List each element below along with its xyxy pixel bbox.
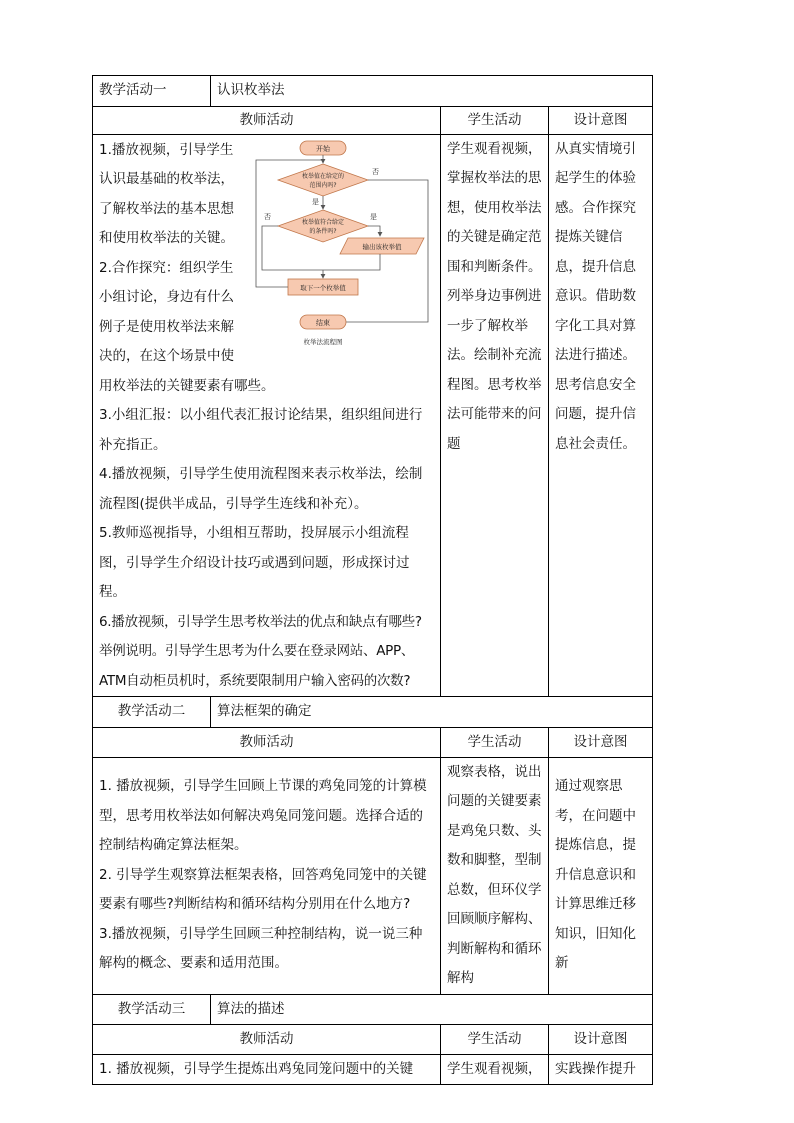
activity1-student-cell: 学生观看视频，掌握枚举法的思想，使用枚举法的关键是确定范围和判断条件。列举身边事例进一步了解枚举法。绘制补充流程图。思考枚举法可能带来的问题 [441, 134, 549, 697]
activity3-student-cell [441, 1055, 549, 1085]
flow-decision-condition-line1: 枚举值符合给定 [301, 218, 345, 226]
activity2-label: 教学活动二 [93, 697, 211, 728]
teacher-activity-header-3: 教师活动 [93, 1025, 441, 1055]
activity1-content-row [93, 134, 653, 697]
activity3-content-row [93, 1055, 653, 1085]
activity2-teacher-cell [93, 757, 441, 994]
flow-no-label-2: 否 [264, 212, 271, 221]
activity1-step-6: 6.播放视频，引导学生思考枚举法的优点和缺点有哪些?举例说明。引导学生思考为什么要在登录网站、APP、ATM自动柜员机时，系统要限制用户输入密码的次数? [99, 613, 422, 689]
flow-decision-range-line1: 枚举值在给定的 [301, 172, 345, 180]
flow-decision-range [278, 164, 368, 196]
activity3-title-row [93, 994, 653, 1025]
activity1-title-row [93, 76, 653, 107]
activity1-step-5: 5.教师巡视指导，小组相互帮助，投屏展示小组流程图，引导学生介绍设计技巧或遇到问题，形成探讨过程。 [99, 525, 410, 600]
activity3-header-row [93, 1025, 653, 1055]
flow-decision-condition-line2: 的条件吗? [309, 227, 337, 235]
activity1-intent-cell: 从真实情境引起学生的体验感。合作探究提炼关键信息，提升信息意识。借助数字化工具对算法进行描述。思考信息安全问题，提升信息社会责任。 [549, 134, 653, 697]
flow-output-text: 输出该枚举值 [362, 242, 402, 251]
activity3-step-1: 1. 播放视频，引导学生提炼出鸡兔同笼问题中的关键 [99, 1061, 414, 1077]
design-intent-header-3: 设计意图 [549, 1025, 653, 1055]
flow-caption: 枚举法流程图 [303, 337, 343, 346]
flow-no-label-1: 否 [372, 167, 379, 176]
activity2-step-3: 3.播放视频，引导学生回顾三种控制结构，说一说三种解构的概念、要素和适用范围。 [99, 925, 423, 972]
flow-decision-range-line2: 范围内吗? [309, 181, 337, 189]
activity1-title: 认识枚举法 [211, 76, 653, 107]
activity1-teacher-cell [93, 134, 441, 697]
enumeration-flowchart [252, 138, 438, 360]
flow-next-text: 取下一个枚举值 [300, 283, 346, 292]
activity2-step-2: 2. 引导学生观察算法框架表格，回答鸡兔同笼中的关键要素有哪些?判断结构和循环结构分别用在什么地方? [99, 866, 427, 913]
activity2-student-cell: 观察表格，说出问题的关键要素是鸡兔只数、头数和脚整，型制总数，但环仪学回顾顺序解构、判断解构和循环解构 [441, 757, 549, 994]
student-activity-header: 学生活动 [441, 106, 549, 134]
activity1-step-3: 3.小组汇报：以小组代表汇报讨论结果，组织组间进行补充指正。 [99, 407, 423, 453]
activity2-title: 算法框架的确定 [211, 697, 653, 728]
flow-yes-label-2: 是 [370, 212, 377, 221]
design-intent-header-2: 设计意图 [549, 727, 653, 757]
activity3-student-text: 学生观看视频， [447, 1061, 542, 1077]
activity1-step-1: 1.播放视频，引导学生认识最基础的枚举法，了解枚举法的基本思想和使用枚举法的关键。 [99, 141, 234, 246]
activity2-title-row [93, 697, 653, 728]
design-intent-header: 设计意图 [549, 106, 653, 134]
flow-yes-label-1: 是 [312, 197, 319, 206]
activity2-header-row [93, 727, 653, 757]
activity3-intent-text: 实践操作提升 [555, 1061, 636, 1077]
flow-decision-condition [278, 210, 368, 242]
activity1-step-4: 4.播放视频，引导学生使用流程图来表示枚举法，绘制流程图(提供半成品，引导学生连线和补充）。 [99, 466, 423, 512]
teacher-activity-header-2: 教师活动 [93, 727, 441, 757]
activity2-step-1: 1. 播放视频，引导学生回顾上节课的鸡兔同笼的计算模型，思考用枚举法如何解决鸡兔同笼问题。选择合适的控制结构确定算法框架。 [99, 778, 427, 854]
activity3-teacher-cell [93, 1055, 441, 1085]
activity1-step-2: 2.合作探究：组织学生小组讨论，身边有什么例子是使用枚举法来解决的，在这个场景中使用枚举法的关键要素有哪些。 [99, 259, 275, 394]
activity2-intent-cell: 通过观察思考，在问题中提炼信息，提升信息意识和计算思维迁移知识，旧知化新 [549, 757, 653, 994]
activity3-label: 教学活动三 [93, 994, 211, 1025]
activity1-header-row [93, 106, 653, 134]
flow-start-text: 开始 [316, 144, 330, 153]
activity1-label: 教学活动一 [93, 76, 211, 107]
activity3-intent-cell [549, 1055, 653, 1085]
student-activity-header-2: 学生活动 [441, 727, 549, 757]
flow-end-text: 结束 [316, 318, 330, 327]
activity3-title: 算法的描述 [211, 994, 653, 1025]
activity2-content-row [93, 757, 653, 994]
lesson-plan-table [92, 75, 653, 1085]
student-activity-header-3: 学生活动 [441, 1025, 549, 1055]
teacher-activity-header: 教师活动 [93, 106, 441, 134]
